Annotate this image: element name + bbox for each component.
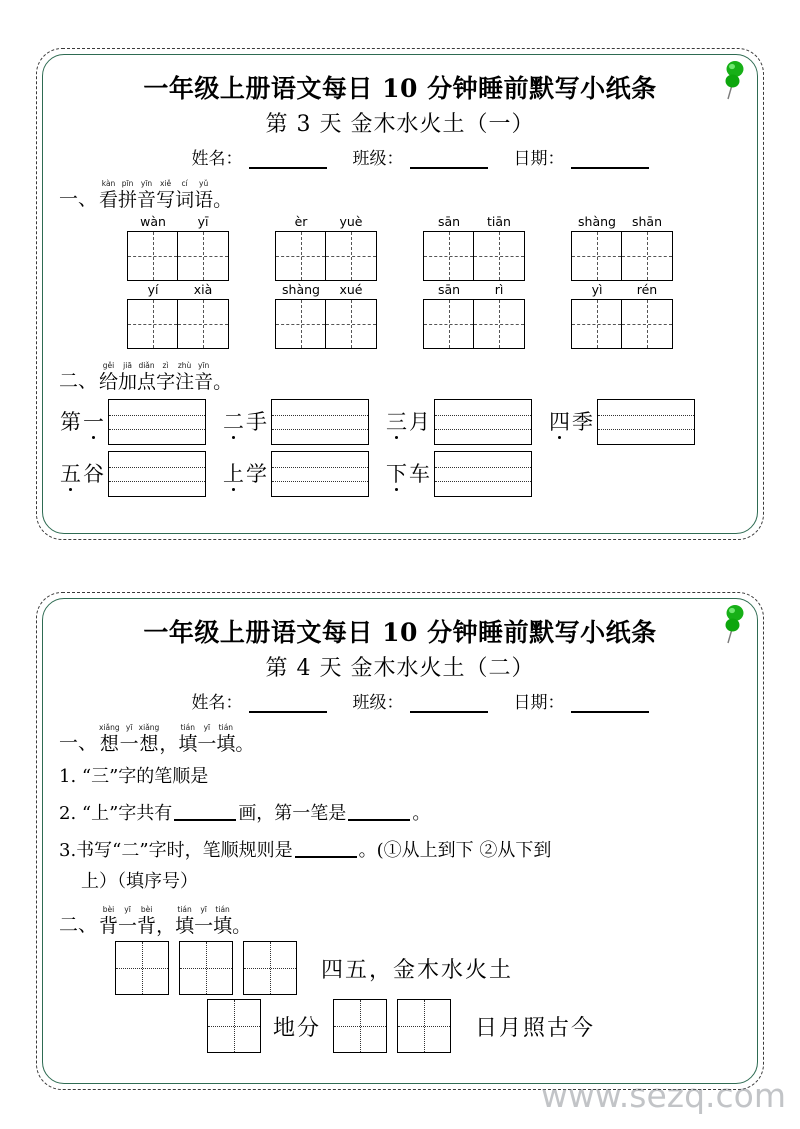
heading-char: 一	[118, 915, 138, 937]
answer-box[interactable]	[243, 941, 297, 995]
tianzige-cell[interactable]	[572, 232, 622, 280]
pinyin-annotation: xiǎng	[99, 723, 120, 732]
heading-char: 一	[197, 733, 217, 755]
pinyin-guide-line	[272, 429, 368, 430]
word-char: 月	[409, 410, 430, 434]
tianzige-cell[interactable]	[128, 300, 178, 348]
heading-char: 想	[139, 733, 159, 755]
heading-char: 填	[216, 733, 236, 755]
grid-pinyin-label	[128, 283, 228, 297]
question-1	[59, 762, 741, 792]
pinyin-annotation: yīn	[140, 179, 153, 188]
heading-char: 填	[213, 915, 233, 937]
name-input-blank[interactable]	[249, 698, 327, 713]
pinyin-syllable: sān	[437, 214, 461, 229]
char-grid-row-2	[59, 283, 741, 349]
section-heading-suffix: 。	[235, 733, 255, 755]
heading-char: 注	[175, 371, 195, 393]
pinyin-write-box[interactable]	[271, 399, 369, 445]
tianzige-cell[interactable]	[424, 232, 474, 280]
heading-char: 想	[99, 733, 119, 755]
tianzige-cell[interactable]	[326, 300, 376, 348]
char-grid-unit	[571, 215, 673, 281]
class-field-group	[353, 688, 488, 713]
heading-char: 填	[178, 733, 198, 755]
pinyin-annotation: pīn	[121, 179, 134, 188]
heading-char: 填	[175, 915, 195, 937]
question-2-blank-1[interactable]	[174, 804, 236, 821]
pinyin-syllable: sān	[437, 282, 461, 297]
ruby-char	[216, 723, 235, 755]
site-watermark: www.sezq.com	[540, 1076, 786, 1115]
pinyin-annotation: cí	[181, 179, 188, 188]
pinyin-answer-item	[222, 399, 369, 445]
pinyin-syllable: yuè	[339, 214, 363, 229]
ruby-char	[120, 723, 139, 755]
word-char: 季	[572, 410, 593, 434]
recite-text-1: 四五，金木水火土	[321, 957, 514, 983]
pinyin-guide-line	[435, 481, 531, 482]
ruby-heading-1	[99, 179, 213, 211]
marked-char: 五	[60, 462, 81, 486]
heading-char: 字	[156, 371, 176, 393]
ruby-heading-2	[99, 905, 232, 937]
tianzige-cell[interactable]	[178, 300, 228, 348]
pinyin-syllable: shān	[631, 214, 663, 229]
word-label	[222, 410, 268, 434]
marked-char: 二	[223, 410, 244, 434]
ruby-char	[137, 905, 156, 937]
word-label	[385, 462, 431, 486]
pinyin-answer-item	[385, 399, 532, 445]
pinyin-syllable: shàng	[578, 214, 616, 229]
pinyin-syllable: shàng	[282, 282, 320, 297]
pinyin-write-box[interactable]	[597, 399, 695, 445]
word-char: 手	[246, 410, 267, 434]
heading-char: ，	[156, 915, 176, 937]
pinyin-syllable: èr	[294, 214, 308, 229]
pushpin-icon	[719, 59, 749, 101]
pinyin-syllable: rì	[494, 282, 504, 297]
tianzige-box[interactable]	[275, 231, 377, 281]
name-field-group	[192, 688, 327, 713]
pinyin-annotation: zì	[162, 361, 169, 370]
pinyin-answer-row-1	[59, 399, 741, 445]
question-3-continued	[59, 867, 741, 897]
pinyin-answer-item	[222, 451, 369, 497]
pinyin-syllable: wàn	[140, 214, 166, 229]
pinyin-annotation: zhù	[177, 361, 192, 370]
worksheet-card-day4	[36, 592, 764, 1090]
tianzige-cell[interactable]	[178, 232, 228, 280]
class-label: 班级：	[352, 149, 404, 169]
pinyin-answer-row-2	[59, 451, 741, 497]
question-2	[59, 799, 741, 829]
pinyin-write-box[interactable]	[108, 399, 206, 445]
ruby-char	[175, 179, 194, 211]
card-content-day3	[37, 49, 763, 539]
section-number: 二、	[59, 370, 98, 392]
pinyin-annotation: bèi	[140, 905, 153, 914]
grid-pinyin-label	[424, 283, 524, 297]
section-heading-2	[59, 361, 741, 393]
pinyin-guide-line	[598, 429, 694, 430]
pinyin-annotation: yīn	[197, 361, 210, 370]
answer-box[interactable]	[179, 941, 233, 995]
page-title: 一年级上册语文每日 10 分钟睡前默写小纸条	[143, 618, 657, 647]
question-2-text-mid: 画，第一笔是	[238, 803, 347, 824]
word-label	[59, 410, 105, 434]
tianzige-cell[interactable]	[326, 232, 376, 280]
pinyin-guide-line	[109, 467, 205, 468]
word-char: 车	[409, 462, 430, 486]
grid-pinyin-label	[572, 283, 672, 297]
pinyin-annotation: yī	[203, 723, 211, 732]
pinyin-annotation: tián	[215, 905, 230, 914]
pinyin-annotation: yǔ	[199, 179, 209, 188]
pinyin-annotation: xiǎng	[138, 723, 160, 732]
char-grid-unit	[127, 215, 229, 281]
ruby-char	[99, 361, 118, 393]
char-grid-unit	[571, 283, 673, 349]
pinyin-syllable: yì	[591, 282, 603, 297]
name-field-group	[192, 144, 327, 169]
word-label	[385, 410, 431, 434]
heading-char: 音	[194, 371, 214, 393]
ruby-char	[137, 361, 156, 393]
heading-char: 一	[194, 915, 214, 937]
question-2-blank-2[interactable]	[348, 804, 410, 821]
tianzige-box[interactable]	[423, 231, 525, 281]
pinyin-annotation: tián	[218, 723, 234, 732]
question-3-text-before: 3.书写“二”字时，笔顺规则是	[59, 840, 293, 861]
heading-char: 加	[118, 371, 138, 393]
char-grid-unit	[127, 283, 229, 349]
question-2-text-after: 。	[412, 803, 431, 824]
tianzige-box[interactable]	[571, 231, 673, 281]
pinyin-annotation: kàn	[101, 179, 116, 188]
pinyin-annotation: gěi	[102, 361, 115, 370]
ruby-char	[137, 179, 156, 211]
char-grid-row-1	[59, 215, 741, 281]
pinyin-annotation: yī	[125, 723, 133, 732]
pinyin-guide-line	[435, 467, 531, 468]
date-field-group	[514, 144, 649, 169]
ruby-char	[118, 179, 137, 211]
section-heading-2	[59, 905, 741, 937]
pinyin-annotation: tián	[180, 723, 196, 732]
name-input-blank[interactable]	[249, 154, 327, 169]
marked-char: 下	[386, 462, 407, 486]
pinyin-annotation: jiā	[123, 361, 132, 370]
marked-char: 上	[223, 462, 244, 486]
section-heading-suffix: 。	[213, 189, 233, 211]
student-info-row	[59, 688, 741, 713]
class-label: 班级：	[352, 693, 404, 713]
ruby-char	[197, 723, 216, 755]
marked-char: 一	[83, 410, 104, 434]
pinyin-answer-item	[385, 451, 532, 497]
ruby-char	[139, 723, 160, 755]
pinyin-guide-line	[435, 429, 531, 430]
answer-box[interactable]	[207, 999, 261, 1053]
student-info-row	[59, 144, 741, 169]
recite-text-2: 日月照古今	[475, 1015, 596, 1041]
date-field-group	[514, 688, 649, 713]
grid-pinyin-label	[128, 215, 228, 229]
marked-char: 三	[386, 410, 407, 434]
date-label: 日期：	[513, 693, 565, 713]
tianzige-box[interactable]	[127, 231, 229, 281]
ruby-char	[118, 361, 137, 393]
marked-char: 四	[549, 410, 570, 434]
pinyin-write-box[interactable]	[271, 451, 369, 497]
date-input-blank[interactable]	[571, 698, 649, 713]
pinyin-answer-item	[548, 399, 695, 445]
ruby-char	[213, 905, 232, 937]
word-char: 学	[246, 462, 267, 486]
date-input-blank[interactable]	[571, 154, 649, 169]
heading-char: 音	[137, 189, 157, 211]
pinyin-write-box[interactable]	[434, 399, 532, 445]
section-heading-1	[59, 723, 741, 755]
question-1-text: 1. “三”字的笔顺是	[59, 766, 209, 787]
tianzige-box[interactable]	[275, 299, 377, 349]
tianzige-cell[interactable]	[424, 300, 474, 348]
pinyin-annotation: xiě	[160, 179, 172, 188]
question-3-text-after: 。(①从上到下 ②从下到	[358, 840, 552, 861]
pinyin-syllable: rén	[636, 282, 658, 297]
char-grid-unit	[423, 283, 525, 349]
section-number: 一、	[59, 188, 98, 210]
grid-pinyin-label	[276, 215, 376, 229]
ruby-char	[156, 905, 175, 937]
ruby-char	[159, 723, 178, 755]
ruby-char	[175, 905, 194, 937]
ruby-char	[156, 179, 175, 211]
heading-char: 语	[194, 189, 214, 211]
ruby-char	[99, 723, 120, 755]
pinyin-answer-item	[59, 399, 206, 445]
ruby-char	[175, 361, 194, 393]
pinyin-answer-item	[59, 451, 206, 497]
class-input-blank[interactable]	[410, 698, 488, 713]
heading-char: 给	[99, 371, 119, 393]
pinyin-guide-line	[435, 415, 531, 416]
pinyin-write-box[interactable]	[108, 451, 206, 497]
tianzige-cell[interactable]	[572, 300, 622, 348]
ruby-heading-2	[99, 361, 213, 393]
tianzige-cell[interactable]	[276, 232, 326, 280]
card-content-day4	[37, 593, 763, 1089]
question-3-blank[interactable]	[295, 841, 357, 858]
pinyin-guide-line	[272, 467, 368, 468]
ruby-heading-1	[99, 723, 235, 755]
pinyin-guide-line	[109, 481, 205, 482]
pinyin-write-box[interactable]	[434, 451, 532, 497]
word-label	[59, 462, 105, 486]
section-heading-1	[59, 179, 741, 211]
tianzige-cell[interactable]	[474, 300, 524, 348]
name-label: 姓名：	[191, 693, 243, 713]
tianzige-box[interactable]	[423, 299, 525, 349]
ruby-char	[194, 361, 213, 393]
pinyin-syllable: xué	[339, 282, 363, 297]
grid-pinyin-label	[424, 215, 524, 229]
word-char: 第	[60, 410, 81, 434]
pinyin-syllable: xià	[193, 282, 213, 297]
heading-char: 看	[99, 189, 119, 211]
section-heading-suffix: 。	[232, 915, 252, 937]
page-title: 一年级上册语文每日 10 分钟睡前默写小纸条	[143, 74, 657, 103]
section-number: 一、	[59, 732, 98, 754]
section-number: 二、	[59, 914, 98, 936]
tianzige-cell[interactable]	[622, 300, 672, 348]
class-field-group	[353, 144, 488, 169]
ruby-char	[99, 905, 118, 937]
question-3	[59, 836, 741, 866]
recite-row-2	[59, 999, 741, 1053]
heading-char: 一	[119, 733, 139, 755]
pinyin-annotation: tián	[177, 905, 192, 914]
question-3-continued-text: 上）（填序号）	[81, 871, 198, 892]
grid-pinyin-label	[276, 283, 376, 297]
heading-char: 点	[137, 371, 157, 393]
name-label: 姓名：	[191, 149, 243, 169]
answer-box[interactable]	[333, 999, 387, 1053]
word-label	[548, 410, 594, 434]
ruby-char	[194, 179, 213, 211]
pinyin-annotation: yī	[200, 905, 207, 914]
ruby-char	[194, 905, 213, 937]
ruby-char	[118, 905, 137, 937]
ruby-char	[99, 179, 118, 211]
char-grid-unit	[275, 283, 377, 349]
pinyin-guide-line	[272, 481, 368, 482]
pinyin-guide-line	[272, 415, 368, 416]
pinyin-syllable: tiān	[487, 214, 511, 229]
pinyin-guide-line	[109, 429, 205, 430]
tianzige-cell[interactable]	[276, 300, 326, 348]
ruby-char	[178, 723, 197, 755]
char-grid-unit	[275, 215, 377, 281]
heading-char: 背	[137, 915, 157, 937]
tianzige-cell[interactable]	[622, 232, 672, 280]
ruby-char	[156, 361, 175, 393]
tianzige-box[interactable]	[571, 299, 673, 349]
page-subtitle: 第 3 天 金木水火土（一）	[265, 112, 535, 137]
tianzige-cell[interactable]	[128, 232, 178, 280]
heading-char: 词	[175, 189, 195, 211]
heading-char: 背	[99, 915, 119, 937]
word-label	[222, 462, 268, 486]
recite-text-2-mid: 地分	[273, 1015, 322, 1041]
pinyin-syllable: yī	[197, 214, 209, 229]
pinyin-annotation: bèi	[102, 905, 115, 914]
tianzige-cell[interactable]	[474, 232, 524, 280]
class-input-blank[interactable]	[410, 154, 488, 169]
answer-box[interactable]	[397, 999, 451, 1053]
tianzige-box[interactable]	[127, 299, 229, 349]
date-label: 日期：	[513, 149, 565, 169]
section-heading-suffix: 。	[213, 371, 233, 393]
heading-char: 拼	[118, 189, 138, 211]
heading-char: ，	[159, 733, 179, 755]
pushpin-icon	[719, 603, 749, 645]
recite-row-1	[59, 941, 741, 995]
char-grid-unit	[423, 215, 525, 281]
page-subtitle: 第 4 天 金木水火土（二）	[265, 656, 535, 681]
pinyin-annotation: diǎn	[138, 361, 155, 370]
pinyin-syllable: yí	[147, 282, 159, 297]
heading-char: 写	[156, 189, 176, 211]
pinyin-guide-line	[598, 415, 694, 416]
answer-box[interactable]	[115, 941, 169, 995]
pinyin-guide-line	[109, 415, 205, 416]
pinyin-annotation: yī	[124, 905, 131, 914]
worksheet-card-day3	[36, 48, 764, 540]
word-char: 谷	[83, 462, 104, 486]
question-2-text-before: 2. “上”字共有	[59, 803, 173, 824]
grid-pinyin-label	[572, 215, 672, 229]
